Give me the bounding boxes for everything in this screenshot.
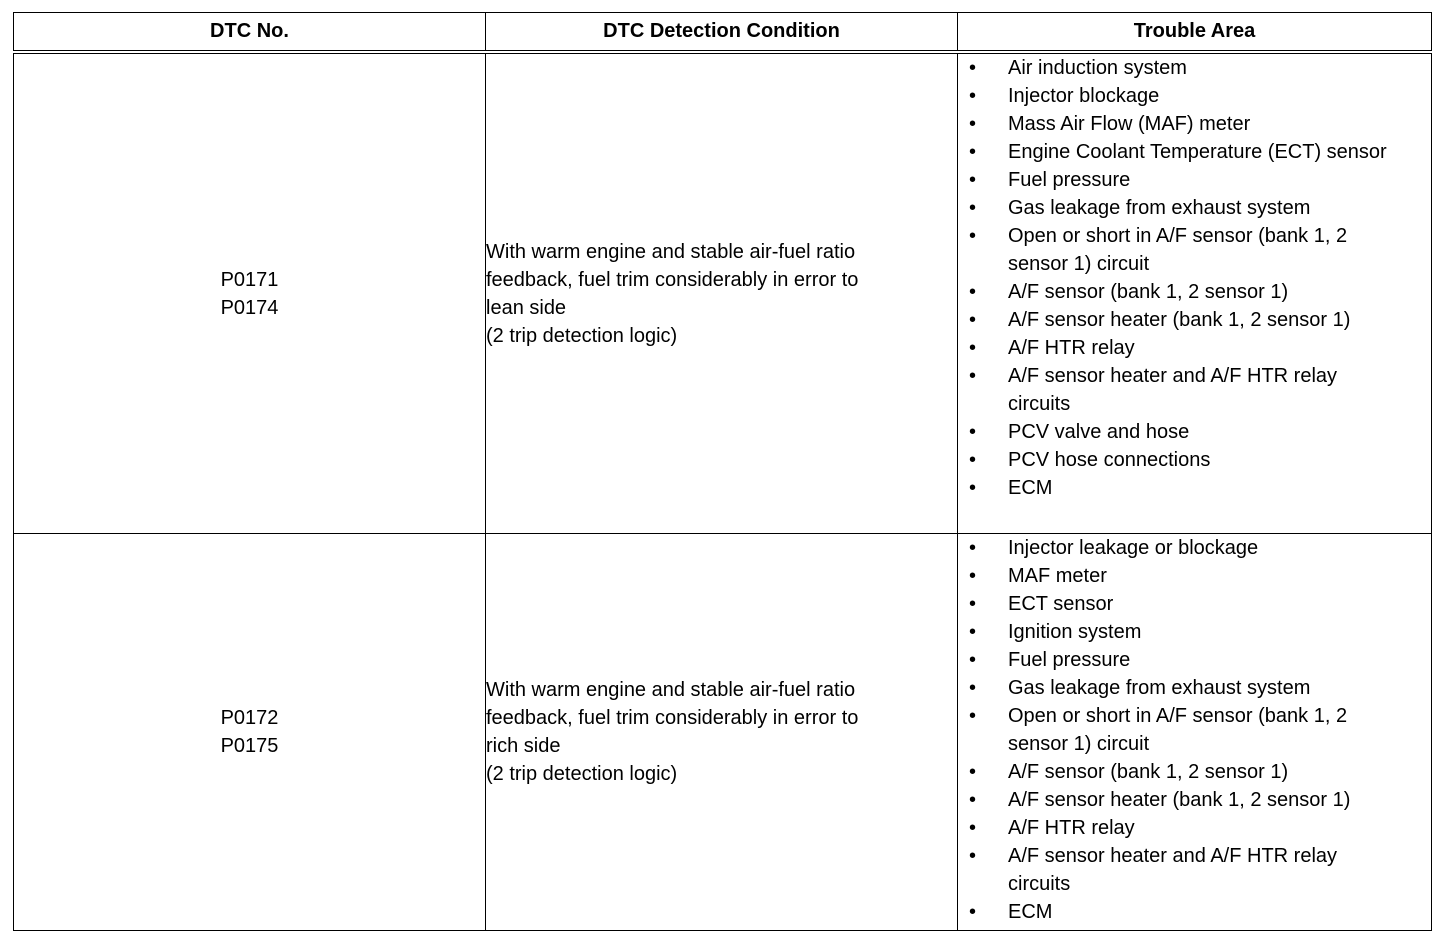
trouble-area-list: [958, 54, 1431, 502]
bullet-icon: •: [969, 845, 977, 867]
bullet-icon: •: [969, 281, 977, 303]
trouble-area-item: [958, 898, 1431, 926]
bullet-icon: •: [969, 477, 977, 499]
bullet-icon: •: [969, 309, 977, 331]
condition-line: With warm engine and stable air-fuel ratio: [486, 240, 856, 263]
dtc-code: P0172: [220, 707, 279, 729]
condition-line: feedback, fuel trim considerably in error to: [486, 707, 859, 729]
trouble-area-text: A/F sensor heater and A/F HTR relay circuits: [1008, 845, 1338, 895]
trouble-area-text: A/F sensor heater and A/F HTR relay circuits: [1008, 365, 1338, 415]
dtc-code: P0174: [220, 296, 279, 319]
condition-line: With warm engine and stable air-fuel ratio: [486, 679, 856, 701]
trouble-area-item: [958, 590, 1431, 618]
trouble-area-text: Mass Air Flow (MAF) meter: [1008, 113, 1251, 135]
bullet-icon: •: [969, 817, 977, 839]
bullet-icon: •: [969, 449, 977, 471]
bullet-icon: •: [969, 621, 977, 643]
trouble-area-text: PCV valve and hose: [1008, 421, 1190, 443]
table-header: [14, 13, 1432, 53]
condition-line: (2 trip detection logic): [486, 324, 678, 347]
trouble-area-item: [958, 306, 1431, 334]
trouble-area-text: Open or short in A/F sensor (bank 1, 2 sensor 1) circuit: [1008, 225, 1348, 275]
trouble-area-text: ECT sensor: [1008, 593, 1114, 615]
trouble-area-cell: [958, 52, 1432, 534]
trouble-area-text: Injector blockage: [1008, 85, 1160, 107]
condition-line: (2 trip detection logic): [486, 763, 678, 785]
bullet-icon: •: [969, 169, 977, 191]
trouble-area-item: [958, 446, 1431, 474]
bullet-icon: •: [969, 225, 977, 247]
table-row: [14, 534, 1432, 931]
bullet-icon: •: [969, 113, 977, 135]
bullet-icon: •: [969, 649, 977, 671]
trouble-area-item: [958, 110, 1431, 138]
trouble-area-item: [958, 534, 1431, 562]
trouble-area-text: Fuel pressure: [1008, 649, 1131, 671]
trouble-area-item: [958, 334, 1431, 362]
bullet-icon: •: [969, 677, 977, 699]
detection-condition-cell: [486, 52, 958, 534]
trouble-area-text: A/F sensor (bank 1, 2 sensor 1): [1008, 761, 1289, 783]
trouble-area-text: A/F sensor heater (bank 1, 2 sensor 1): [1008, 309, 1351, 331]
trouble-area-text: Open or short in A/F sensor (bank 1, 2 sensor 1) circuit: [1008, 705, 1348, 755]
bullet-icon: •: [969, 141, 977, 163]
trouble-area-item: [958, 646, 1431, 674]
trouble-area-text: Injector leakage or blockage: [1008, 537, 1259, 559]
trouble-area-text: Ignition system: [1008, 621, 1142, 643]
trouble-area-item: [958, 758, 1431, 786]
trouble-area-item: [958, 618, 1431, 646]
bullet-icon: •: [969, 421, 977, 443]
dtc-code: P0175: [220, 735, 279, 757]
bullet-icon: •: [969, 789, 977, 811]
trouble-area-item: [958, 474, 1431, 502]
trouble-area-text: A/F sensor (bank 1, 2 sensor 1): [1008, 281, 1289, 303]
header-trouble-area: Trouble Area: [958, 13, 1432, 53]
trouble-area-item: [958, 138, 1431, 166]
condition-line: feedback, fuel trim considerably in error to: [486, 268, 859, 291]
trouble-area-text: Gas leakage from exhaust system: [1008, 677, 1311, 699]
bullet-icon: •: [969, 901, 977, 923]
dtc-code: P0171: [220, 268, 279, 291]
bullet-icon: •: [969, 197, 977, 219]
dtc-table: [13, 12, 1432, 931]
bullet-icon: •: [969, 705, 977, 727]
trouble-area-item: [958, 194, 1431, 222]
trouble-area-item: [958, 222, 1431, 278]
bullet-icon: •: [969, 565, 977, 587]
header-dtc-no: DTC No.: [14, 13, 486, 53]
trouble-area-item: [958, 562, 1431, 590]
trouble-area-item: [958, 362, 1431, 418]
bullet-icon: •: [969, 337, 977, 359]
bullet-icon: •: [969, 365, 977, 387]
trouble-area-item: [958, 166, 1431, 194]
dtc-code-cell: [14, 534, 486, 931]
bullet-icon: •: [969, 537, 977, 559]
condition-line: lean side: [486, 296, 567, 319]
dtc-code-cell: [14, 52, 486, 534]
trouble-area-cell: [958, 534, 1432, 931]
trouble-area-text: ECM: [1008, 901, 1053, 923]
trouble-area-item: [958, 814, 1431, 842]
header-detection-condition: DTC Detection Condition: [486, 13, 958, 53]
trouble-area-text: Gas leakage from exhaust system: [1008, 197, 1311, 219]
trouble-area-text: A/F HTR relay: [1008, 817, 1135, 839]
trouble-area-item: [958, 82, 1431, 110]
bullet-icon: •: [969, 593, 977, 615]
trouble-area-item: [958, 278, 1431, 306]
bullet-icon: •: [969, 57, 977, 79]
condition-line: rich side: [486, 735, 561, 757]
bullet-icon: •: [969, 761, 977, 783]
trouble-area-item: [958, 702, 1431, 758]
trouble-area-text: A/F sensor heater (bank 1, 2 sensor 1): [1008, 789, 1351, 811]
trouble-area-text: MAF meter: [1008, 565, 1107, 587]
trouble-area-item: [958, 786, 1431, 814]
trouble-area-text: A/F HTR relay: [1008, 337, 1135, 359]
trouble-area-list: [958, 534, 1431, 926]
trouble-area-text: Fuel pressure: [1008, 169, 1131, 191]
trouble-area-item: [958, 418, 1431, 446]
trouble-area-item: [958, 54, 1431, 82]
bullet-icon: •: [969, 85, 977, 107]
trouble-area-item: [958, 674, 1431, 702]
trouble-area-text: Engine Coolant Temperature (ECT) sensor: [1008, 141, 1387, 163]
trouble-area-item: [958, 842, 1431, 898]
trouble-area-text: ECM: [1008, 477, 1053, 499]
trouble-area-text: Air induction system: [1008, 57, 1187, 79]
trouble-area-text: PCV hose connections: [1008, 449, 1211, 471]
detection-condition-cell: [486, 534, 958, 931]
table-row: [14, 52, 1432, 534]
